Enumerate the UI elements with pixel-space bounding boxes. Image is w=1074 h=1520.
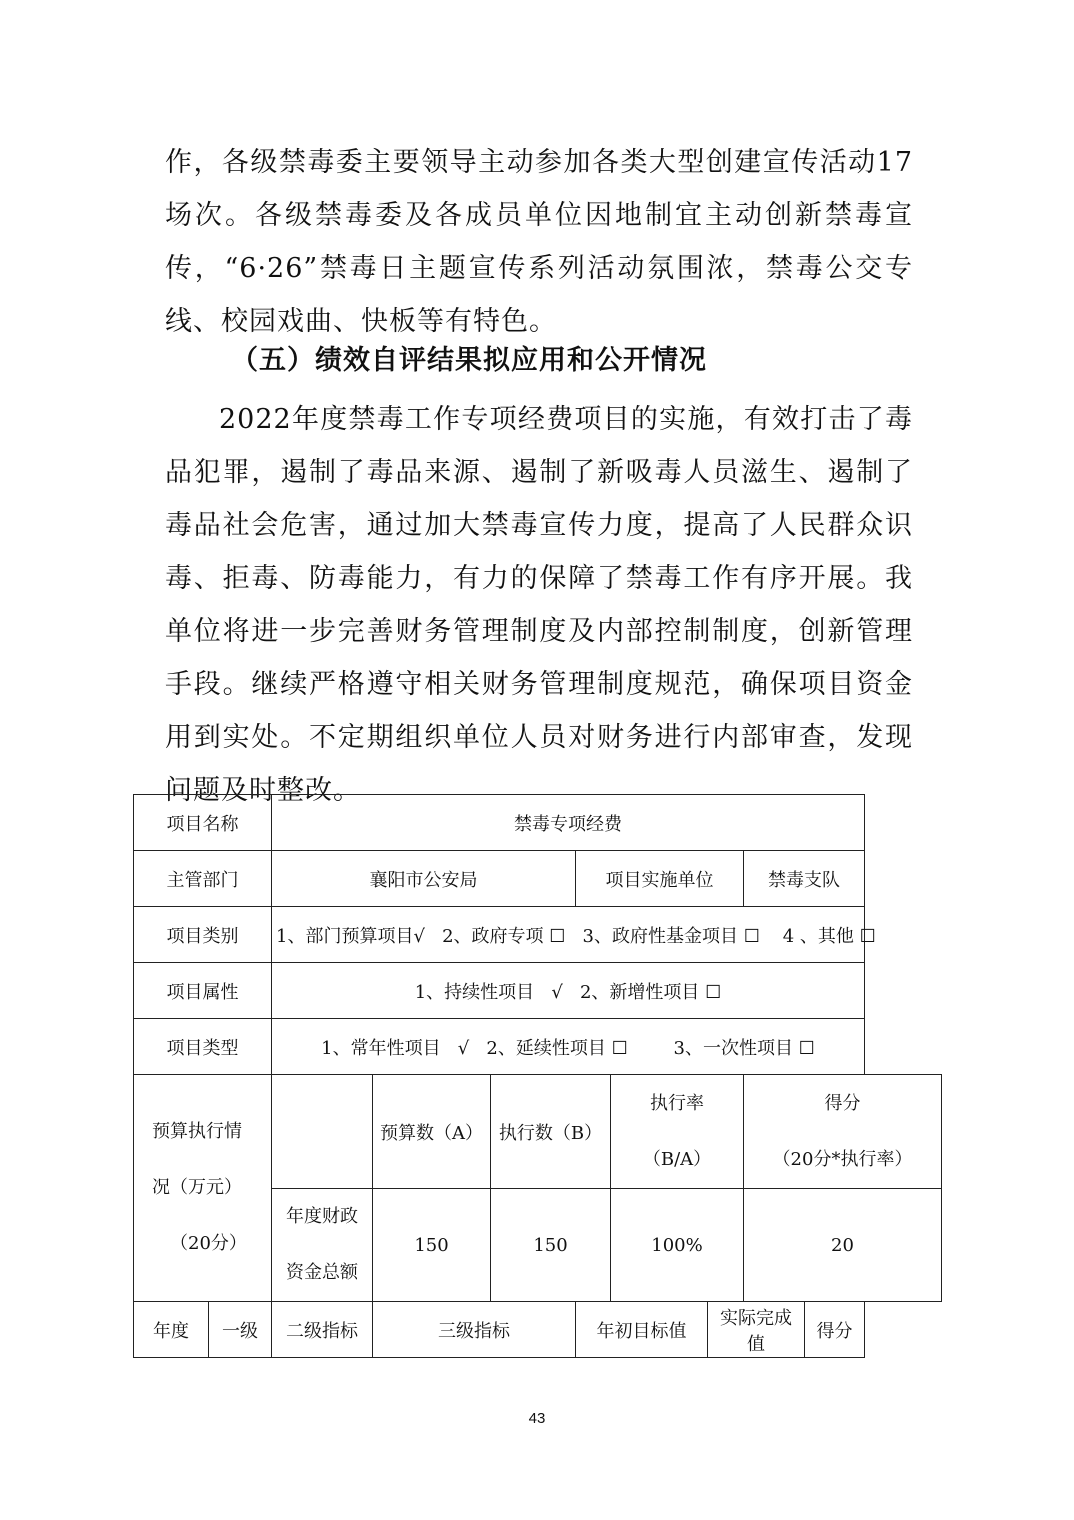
hdr-level3: 三级指标: [373, 1302, 576, 1358]
fund-label-line1: 年度财政: [286, 1206, 358, 1227]
fund-label-line2: 资金总额: [286, 1262, 358, 1283]
fund-exec-value: 150: [491, 1189, 611, 1302]
attribute-value: 1、持续性项目 √ 2、新增性项目 ☐: [272, 963, 865, 1019]
table-row: [134, 1019, 942, 1075]
table-row: [134, 907, 942, 963]
col-exec-header: 执行数（B）: [491, 1075, 611, 1189]
col-score-line1: 得分: [824, 1092, 861, 1114]
paragraph-self-evaluation: 2022年度禁毒工作专项经费项目的实施，有效打击了毒品犯罪，遏制了毒品来源、遏制了新吸毒人员滋生、遏制了毒品社会危害，通过加大禁毒宣传力度，提高了人民群众识毒、拒毒、防毒能力，有力的保障了禁毒工作有序开展。我单位将进一步完善财务管理制度及内部控制制度，创新管理手段。继续严格遵守相关财务管理制度规范，确保项目资金用到实处。不定期组织单位人员对财务进行内部审查，发现问题及时整改。: [165, 404, 913, 806]
hdr-score: 得分: [805, 1302, 865, 1358]
budget-label-line3: （20分）: [170, 1233, 247, 1254]
hdr-level1: 一级: [209, 1302, 272, 1358]
budget-exec-label: [134, 1075, 272, 1302]
col-score-header: [744, 1075, 942, 1189]
paragraph-continuation: 作，各级禁毒委主要领导主动参加各类大型创建宣传活动17场次。各级禁毒委及各成员单位因地制宜主动创新禁毒宣传，“6·26”禁毒日主题宣传系列活动氛围浓，禁毒公交专线、校园戏曲、快板等有特色。: [165, 147, 913, 337]
hdr-year: 年度: [134, 1302, 209, 1358]
dept-value: 襄阳市公安局: [272, 851, 576, 907]
col-score-line2: （20分*执行率）: [772, 1148, 913, 1170]
category-label: 项目类别: [134, 907, 272, 963]
impl-unit-label: 项目实施单位: [576, 851, 744, 907]
project-name-label: 项目名称: [134, 795, 272, 851]
page-number: 43: [528, 1410, 546, 1427]
col-rate-line1: 执行率: [650, 1092, 704, 1114]
hdr-actual: 实际完成值: [708, 1302, 805, 1358]
fund-budget-value: 150: [373, 1189, 491, 1302]
impl-unit-value: 禁毒支队: [744, 851, 865, 907]
section-heading: （五）绩效自评结果拟应用和公开情况: [231, 345, 707, 376]
type-value: 1、常年性项目 √ 2、延续性项目 ☐ 3、一次性项目 ☐: [272, 1019, 865, 1075]
budget-label-line1: 预算执行情: [152, 1121, 242, 1142]
type-label: 项目类型: [134, 1019, 272, 1075]
table-row: [134, 1302, 942, 1358]
budget-label-line2: 况（万元）: [152, 1177, 242, 1198]
col-rate-line2: （B/A）: [642, 1148, 712, 1170]
col-budget-header: 预算数（A）: [373, 1075, 491, 1189]
project-info-table: [133, 794, 942, 1358]
hdr-level2: 二级指标: [272, 1302, 373, 1358]
table-row: [134, 795, 942, 851]
table-row: [134, 851, 942, 907]
fund-total-label: [272, 1189, 373, 1302]
attribute-label: 项目属性: [134, 963, 272, 1019]
category-value: 1、部门预算项目√ 2、政府专项 ☐ 3、政府性基金项目 ☐ 4 、其他 ☐: [272, 907, 865, 963]
fund-rate-value: 100%: [611, 1189, 744, 1302]
fund-score-value: 20: [744, 1189, 942, 1302]
hdr-target: 年初目标值: [576, 1302, 708, 1358]
blank-cell: [272, 1075, 373, 1189]
table-row: [134, 963, 942, 1019]
col-rate-header: [611, 1075, 744, 1189]
table-row: [134, 1075, 942, 1189]
dept-label: 主管部门: [134, 851, 272, 907]
project-name-value: 禁毒专项经费: [272, 795, 865, 851]
